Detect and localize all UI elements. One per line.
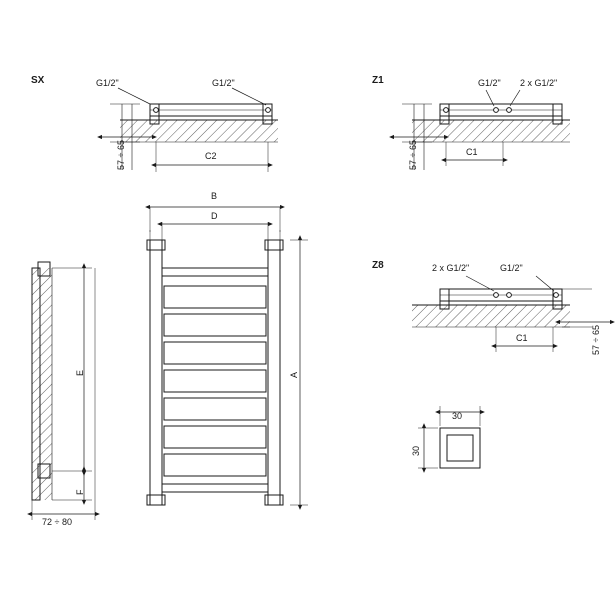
sx-right-port-label: G1/2"	[212, 78, 235, 88]
z1-port-single-label: G1/2"	[478, 78, 501, 88]
view-tag-z1: Z1	[372, 75, 384, 86]
sx-wall-gap-label: 57 ÷ 65	[116, 140, 126, 170]
sx-center-distance-label: C2	[205, 151, 217, 161]
z1-port-double-label: 2 x G1/2"	[520, 78, 558, 88]
z8-port-double-label: 2 x G1/2"	[432, 263, 470, 273]
side-depth-label: 72 ÷ 80	[42, 517, 72, 527]
view-side	[32, 262, 95, 520]
view-tag-z8: Z8	[372, 260, 384, 271]
front-width-outer-label: B	[211, 191, 218, 201]
view-z8	[412, 276, 610, 352]
z1-wall-gap-label: 57 ÷ 65	[408, 140, 418, 170]
view-z1	[394, 90, 570, 170]
side-bottom-offset-label: F	[75, 489, 85, 495]
z8-port-single-label: G1/2"	[500, 263, 523, 273]
sx-left-port-label: G1/2"	[96, 78, 119, 88]
z8-center-distance-label: C1	[516, 333, 528, 343]
view-profile-section	[418, 406, 480, 468]
profile-height-label: 30	[411, 445, 421, 456]
z1-center-distance-label: C1	[466, 147, 478, 157]
profile-width-label: 30	[452, 411, 463, 421]
side-height-rails-label: E	[75, 369, 85, 376]
front-height-total-label: A	[289, 371, 299, 378]
view-tag-sx: SX	[31, 75, 45, 86]
z8-wall-gap-label: 57 ÷ 65	[591, 325, 601, 355]
view-sx	[102, 88, 278, 172]
view-front	[147, 207, 308, 505]
front-width-inner-label: D	[211, 211, 218, 221]
